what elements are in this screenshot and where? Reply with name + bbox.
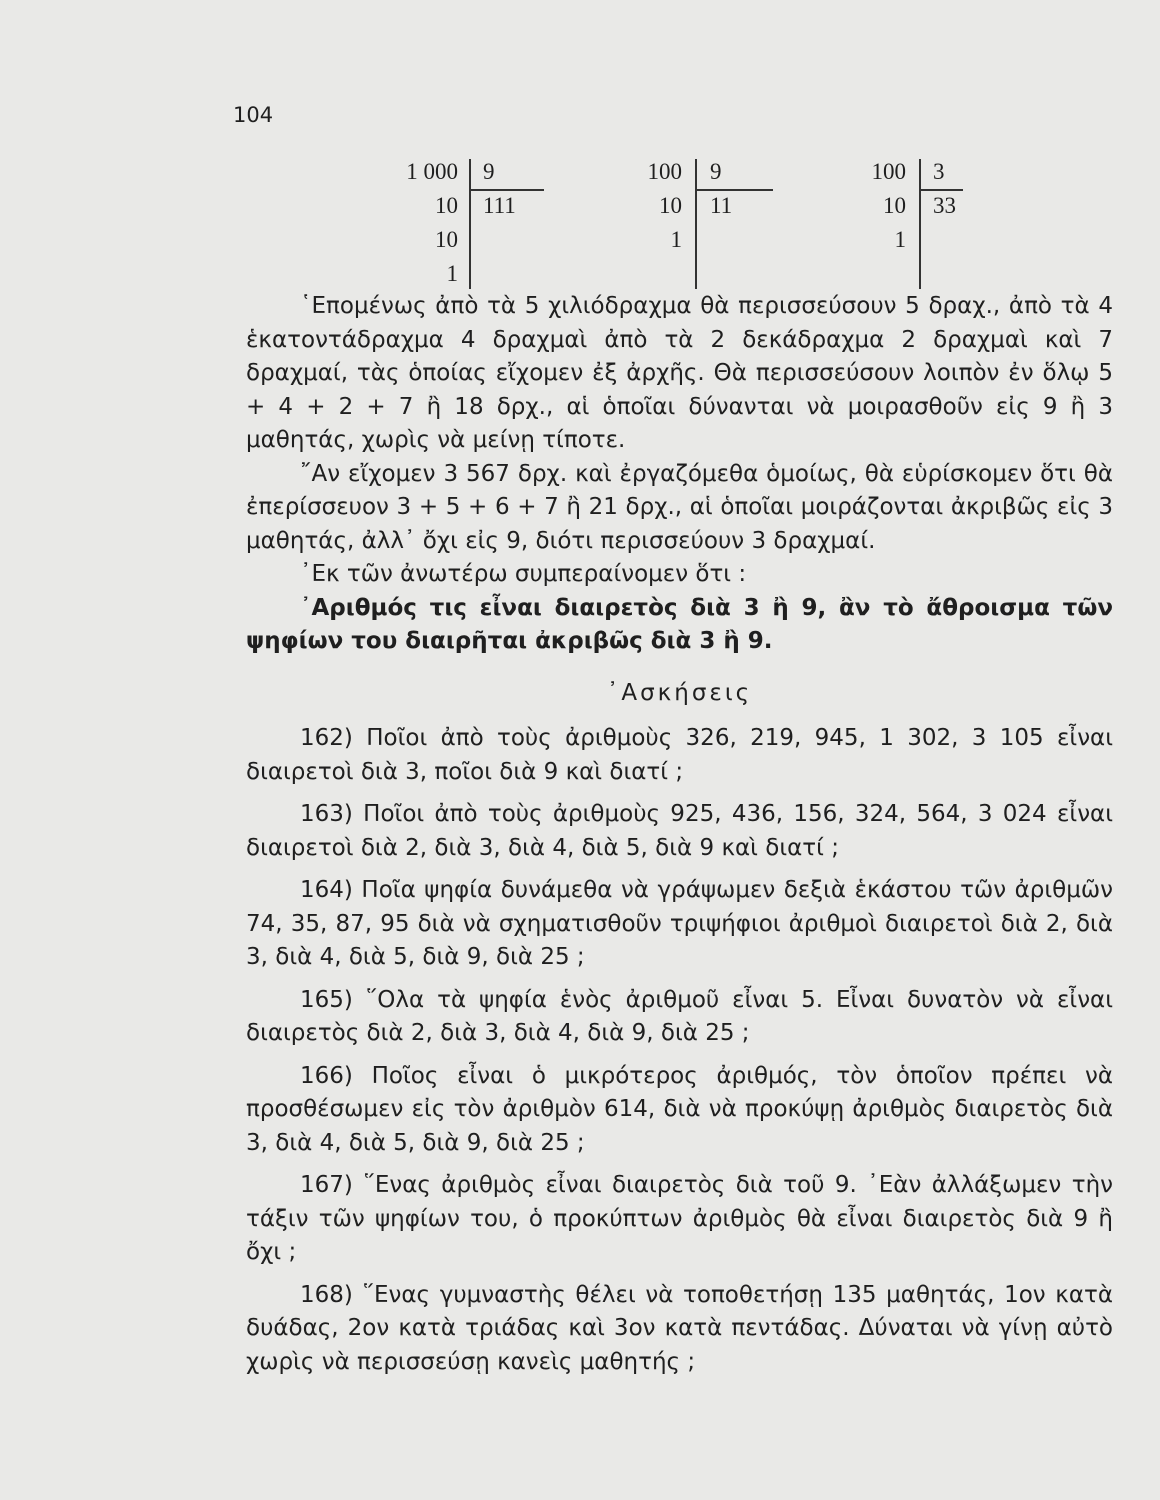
exercises-heading: ᾽Ασκήσεις [606, 679, 753, 706]
division-1-divisor: 9 [483, 159, 495, 184]
division-2 [620, 155, 785, 289]
division-3-line-2: 10 [883, 193, 906, 218]
division-1-remainder: 1 [446, 261, 458, 286]
division-2-line-2: 10 [659, 193, 682, 218]
division-1-dividend: 1 000 [406, 159, 458, 184]
division-3-quotient: 33 [933, 193, 956, 218]
division-1-line-3: 10 [435, 227, 458, 252]
exercise-166: 166) Ποῖος εἶναι ὁ μικρότερος ἀριθμός, τὸν ὁποῖον πρέπει νὰ προσθέσωμεν εἰς τὸν ἀριθμὸν 614, διὰ νὰ προκύψῃ ἀριθμὸς διαιρετὸς διὰ 3, διὰ 4, διὰ 5, διὰ 9, διὰ 25 ; [246, 1062, 1113, 1156]
divisibility-rule: ᾽Αριθμός τις εἶναι διαιρετὸς διὰ 3 ἢ 9, ἂν τὸ ἄθροισμα τῶν ψηφίων του διαιρῆται ἀκριβῶς διὰ 3 ἢ 9. [246, 594, 1113, 654]
division-1-line-2: 10 [435, 193, 458, 218]
paragraph-2: ῎Αν εἴχομεν 3 567 δρχ. καὶ ἐργαζόμεθα ὁμοίως, θὰ εὑρίσκομεν ὅτι θὰ ἐπερίσσευον 3 + 5 + 6 + 7 ἢ 21 δρχ., αἱ ὁποῖαι μοιράζονται ἀκριβῶς εἰς 3 μαθητάς, ἀλλ᾽ ὄχι εἰς 9, διότι περισσεύουν 3 δραχμαί. [246, 460, 1113, 554]
division-3-divisor: 3 [933, 159, 945, 184]
exercise-163: 163) Ποῖοι ἀπὸ τοὺς ἀριθμοὺς 925, 436, 156, 324, 564, 3 024 εἶναι διαιρετοὶ διὰ 2, διὰ 3, διὰ 4, διὰ 5, διὰ 9 καὶ διατί ; [246, 801, 1113, 861]
division-2-remainder: 1 [670, 227, 682, 252]
division-2-quotient: 11 [710, 193, 733, 218]
division-2-dividend: 100 [647, 159, 682, 184]
body-text [246, 290, 1113, 1379]
paragraph-1: ῾Επομένως ἀπὸ τὰ 5 χιλιόδραχμα θὰ περισσεύσουν 5 δραχ., ἀπὸ τὰ 4 ἑκατοντάδραχμα 4 δραχμαὶ ἀπὸ τὰ 2 δεκάδραχμα 2 δραχμαὶ καὶ 7 δραχμαί, τὰς ὁποίας εἴχομεν ἐξ ἀρχῆς. Θὰ περισσεύσουν λοιπὸν ἐν ὅλῳ 5 + 4 + 2 + 7 ἢ 18 δρχ., αἱ ὁποῖαι δύνανται νὰ μοιρασθοῦν εἰς 9 ἢ 3 μαθητάς, χωρὶς νὰ μείνῃ τίποτε. [246, 293, 1113, 453]
page-number: 104 [233, 103, 274, 127]
exercise-162: 162) Ποῖοι ἀπὸ τοὺς ἀριθμοὺς 326, 219, 945, 1 302, 3 105 εἶναι διαιρετοὶ διὰ 3, ποῖοι διὰ 9 καὶ διατί ; [246, 725, 1113, 785]
division-1 [380, 155, 550, 289]
division-2-divisor: 9 [710, 159, 722, 184]
exercise-168: 168) ῞Ενας γυμναστὴς θέλει νὰ τοποθετήσῃ 135 μαθητάς, 1ον κατὰ δυάδας, 2ον κατὰ τριάδας καὶ 3ον κατὰ πεντάδας. Δύναται νὰ γίνῃ αὐτὸ χωρὶς νὰ περισσεύσῃ κανεὶς μαθητής ; [246, 1281, 1113, 1375]
exercise-167: 167) ῞Ενας ἀριθμὸς εἶναι διαιρετὸς διὰ τοῦ 9. ᾽Εὰν ἀλλάξωμεν τὴν τάξιν τῶν ψηφίων του, ὁ προκύπτων ἀριθμὸς θὰ εἶναι διαιρετὸς διὰ 9 ἢ ὄχι ; [246, 1172, 1113, 1265]
paragraph-3: ᾽Εκ τῶν ἀνωτέρω συμπεραίνομεν ὅτι : [300, 561, 747, 587]
division-3-remainder: 1 [894, 227, 906, 252]
division-3-dividend: 100 [871, 159, 906, 184]
division-3 [840, 155, 970, 289]
division-1-quotient: 111 [483, 193, 516, 218]
exercise-165: 165) ῞Ολα τὰ ψηφία ἑνὸς ἀριθμοῦ εἶναι 5. Εἶναι δυνατὸν νὰ εἶναι διαιρετὸς διὰ 2, διὰ 3, διὰ 4, διὰ 9, διὰ 25 ; [246, 986, 1113, 1046]
exercise-164: 164) Ποῖα ψηφία δυνάμεθα νὰ γράψωμεν δεξιὰ ἑκάστου τῶν ἀριθμῶν 74, 35, 87, 95 διὰ νὰ σχηματισθοῦν τριψήφιοι ἀριθμοὶ διαιρετοὶ διὰ 2, διὰ 3, διὰ 4, διὰ 5, διὰ 9, διὰ 25 ; [246, 877, 1113, 970]
